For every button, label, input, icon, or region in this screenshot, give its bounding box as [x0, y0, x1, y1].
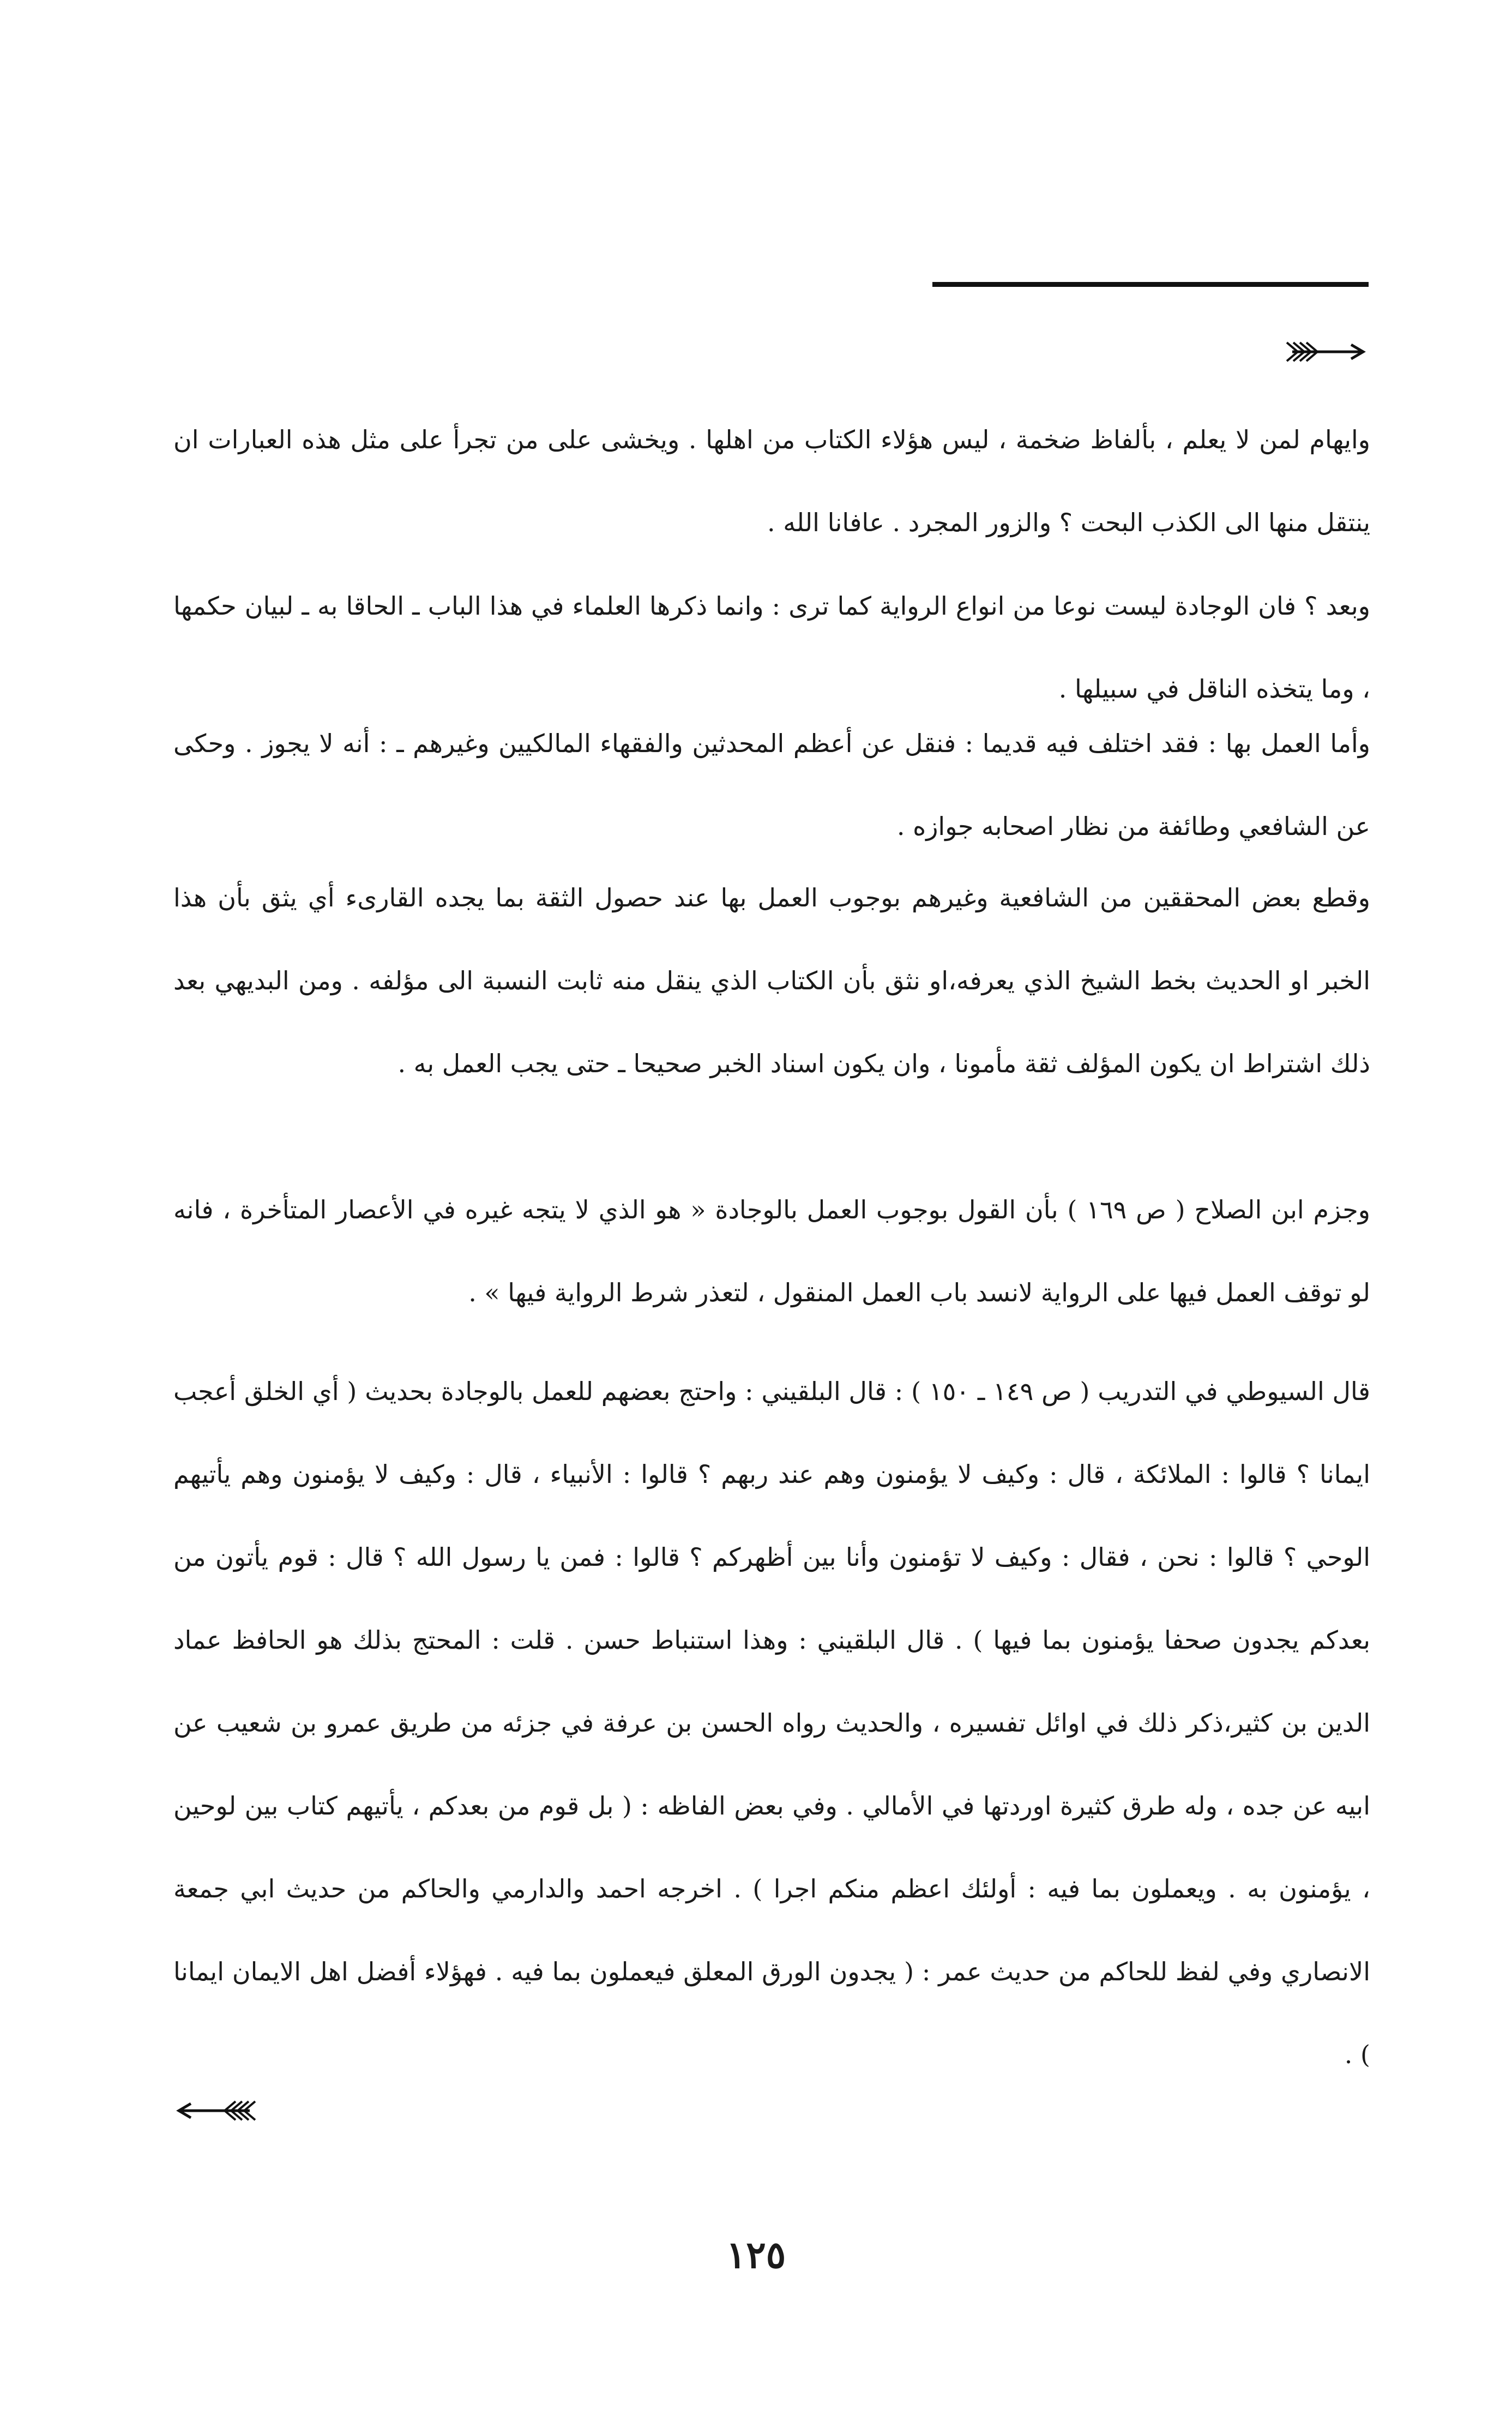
paragraph-4: وقطع بعض المحققين من الشافعية وغيرهم بوجوب العمل بها عند حصول الثقة بما يجده القارىء أي يثق بأن هذا الخبر او الحديث بخط الشيخ الذي يعرفه،او نثق بأن الكتاب الذي ينقل منه ثابت النسبة الى مؤلفه . ومن البديهي بعد ذلك اشتراط ان يكون المؤلف ثقة مأمونا ، وان يكون اسناد الخبر صحيحا ـ حتى يجب العمل به . [173, 883, 1370, 1078]
page-number: ١٢٥ [726, 2233, 786, 2277]
paragraph-6: قال السيوطي في التدريب ( ص ١٤٩ ـ ١٥٠ ) : قال البلقيني : واحتج بعضهم للعمل بالوجادة بحديث ( أي الخلق أعجب ايمانا ؟ قالوا : الملائكة ، قال : وكيف لا يؤمنون وهم عند ربهم ؟ قالوا : الأنبياء ، قال : وكيف لا يؤمنون وهم يأتيهم الوحي ؟ قالوا : نحن ، فقال : وكيف لا تؤمنون وأنا بين أظهركم ؟ قالوا : فمن يا رسول الله ؟ قال : قوم يأتون من بعدكم يجدون صحفا يؤمنون بما فيها ) . قال البلقيني : وهذا استنباط حسن . قلت : المحتج بذلك هو الحافظ عماد الدين بن كثير،ذكر ذلك في اوائل تفسيره ، والحديث رواه الحسن بن عرفة في جزئه من طريق عمرو بن شعيب عن ابيه عن جده ، وله طرق كثيرة اوردتها في الأمالي . وفي بعض الفاظه : ( بل قوم من بعدكم ، يأتيهم كتاب بين لوحين ، يؤمنون به . ويعملون بما فيه : أولئك اعظم منكم اجرا ) . اخرجه احمد والدارمي والحاكم من حديث ابي جمعة الانصاري وفي لفظ للحاكم من حديث عمر : ( يجدون الورق المعلق فيعملون بما فيه . فهؤلاء أفضل اهل الايمان ايمانا ) . [173, 1377, 1370, 2069]
arrow-right-icon [1281, 338, 1369, 365]
paragraph-1: وايهام لمن لا يعلم ، بألفاظ ضخمة ، ليس هؤلاء الكتاب من اهلها . ويخشى على من تجرأ على مثل هذه العبارات ان ينتقل منها الى الكذب البحت ؟ والزور المجرد . عافانا الله . [173, 425, 1370, 537]
arrow-left-icon [173, 2097, 261, 2124]
paragraph-3: وأما العمل بها : فقد اختلف فيه قديما : فنقل عن أعظم المحدثين والفقهاء المالكيين وغيرهم ـ : أنه لا يجوز . وحكى عن الشافعي وطائفة من نظار اصحابه جوازه . [173, 729, 1370, 841]
paragraph-5: وجزم ابن الصلاح ( ص ١٦٩ ) بأن القول بوجوب العمل بالوجادة « هو الذي لا يتجه غيره في الأعصار المتأخرة ، فانه لو توقف العمل فيها على الرواية لانسد باب العمل المنقول ، لتعذر شرط الرواية فيها » . [173, 1195, 1370, 1307]
paragraph-2: وبعد ؟ فان الوجادة ليست نوعا من انواع الرواية كما ترى : وانما ذكرها العلماء في هذا الباب ـ الحاقا به ـ لبيان حكمها ، وما يتخذه الناقل في سبيلها . [173, 591, 1370, 704]
top-rule [932, 282, 1369, 287]
